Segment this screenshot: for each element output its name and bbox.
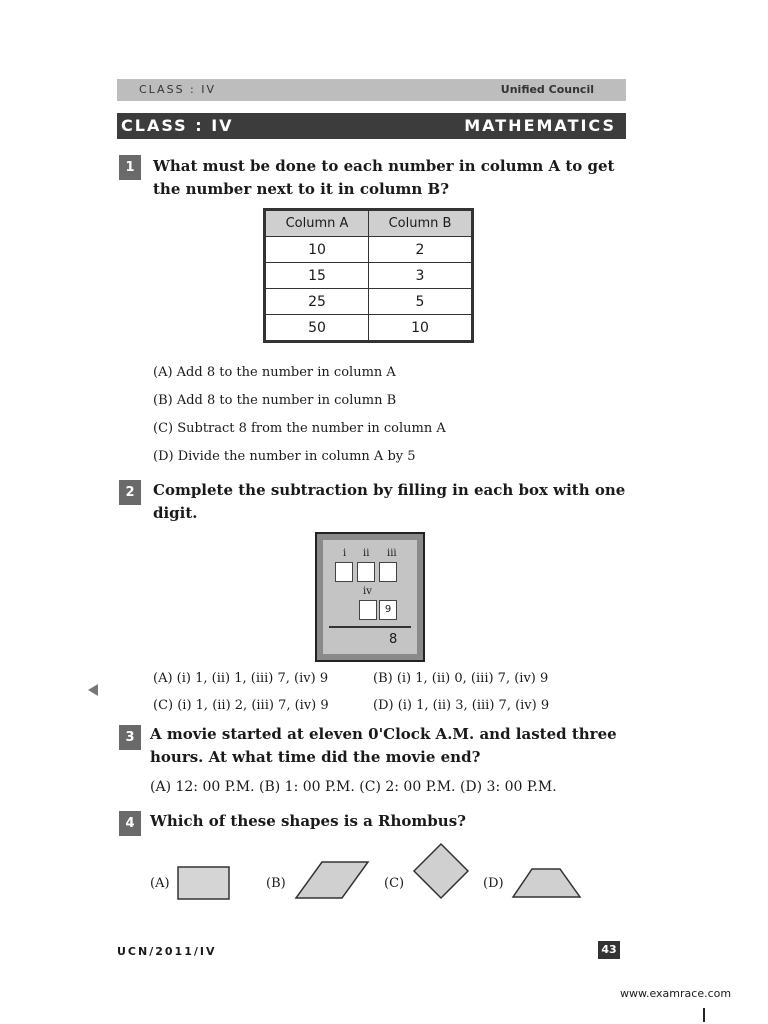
digit-box-ii[interactable] <box>357 562 375 582</box>
q3-options[interactable]: (A) 12: 00 P.M. (B) 1: 00 P.M. (C) 2: 00 P.M. (D) 3: 00 P.M. <box>150 779 557 795</box>
q4-option-d-label[interactable]: (D) <box>483 876 504 891</box>
q4-option-b-label[interactable]: (B) <box>266 876 286 891</box>
column-table <box>263 208 474 343</box>
subject-title: MATHEMATICS <box>464 116 616 135</box>
result-digit: 8 <box>389 632 398 647</box>
table-row: 25 5 <box>266 289 472 315</box>
table-header: Column B <box>369 211 472 237</box>
parallelogram-shape[interactable] <box>296 862 368 898</box>
q2-option-a[interactable]: (A) (i) 1, (ii) 1, (iii) 7, (iv) 9 <box>153 671 329 686</box>
digit-nine: 9 <box>379 600 397 620</box>
q1-option-a[interactable]: (A) Add 8 to the number in column A <box>153 365 396 380</box>
council-name: Unified Council <box>500 83 594 96</box>
q2-option-b[interactable]: (B) (i) 1, (ii) 0, (iii) 7, (iv) 9 <box>373 671 549 686</box>
label-i: i <box>343 548 347 559</box>
top-header-bar <box>117 79 626 101</box>
question-number-2: 2 <box>119 480 141 505</box>
rhombus-shape[interactable] <box>414 844 468 898</box>
q1-option-b[interactable]: (B) Add 8 to the number in column B <box>153 393 397 408</box>
question-number-1: 1 <box>119 155 141 180</box>
q4-option-c-label[interactable]: (C) <box>384 876 405 891</box>
subtraction-box <box>315 532 425 662</box>
question-2-text: Complete the subtraction by filling in each box with one digit. <box>153 481 626 522</box>
q1-option-d[interactable]: (D) Divide the number in column A by 5 <box>153 449 416 464</box>
footer-code: UCN/2011/IV <box>117 945 217 958</box>
title-class: CLASS : IV <box>121 116 234 135</box>
q2-option-d[interactable]: (D) (i) 1, (ii) 3, (iii) 7, (iv) 9 <box>373 698 550 713</box>
question-1-text: What must be done to each number in column A to get the number next to it in column B? <box>153 157 615 198</box>
label-iii: iii <box>387 548 397 559</box>
digit-box-iv[interactable] <box>359 600 377 620</box>
label-ii: ii <box>363 548 370 559</box>
shapes-row <box>170 840 590 910</box>
question-number-3: 3 <box>119 725 141 750</box>
q2-option-c[interactable]: (C) (i) 1, (ii) 2, (iii) 7, (iv) 9 <box>153 698 329 713</box>
q4-option-a-label[interactable]: (A) <box>150 876 170 891</box>
question-3-text: A movie started at eleven 0'Clock A.M. and lasted three hours. At what time did the movie end? <box>150 725 617 766</box>
question-number-4: 4 <box>119 811 141 836</box>
table-row: 15 3 <box>266 263 472 289</box>
q1-option-c[interactable]: (C) Subtract 8 from the number in column A <box>153 421 446 436</box>
scan-mark <box>88 684 98 696</box>
table-row: 10 2 <box>266 237 472 263</box>
website-link[interactable]: www.examrace.com <box>620 987 732 1000</box>
title-bar <box>117 113 626 139</box>
subtraction-line <box>329 626 411 628</box>
table-row: 50 10 <box>266 315 472 341</box>
digit-box-iii[interactable] <box>379 562 397 582</box>
table-header: Column A <box>266 211 369 237</box>
class-label: CLASS : IV <box>139 83 217 96</box>
rectangle-shape[interactable] <box>178 867 229 899</box>
question-4-text: Which of these shapes is a Rhombus? <box>150 812 466 830</box>
label-iv: iv <box>363 586 372 597</box>
scan-mark <box>703 1008 705 1022</box>
ab-table <box>265 210 472 341</box>
trapezium-shape[interactable] <box>513 869 580 897</box>
page-number: 43 <box>598 941 620 959</box>
digit-box-i[interactable] <box>335 562 353 582</box>
